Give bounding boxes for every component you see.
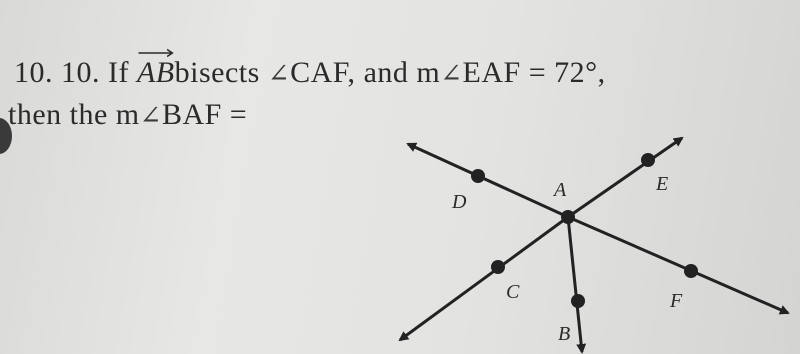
angle-diagram — [380, 130, 800, 354]
angle-icon: ∠ — [267, 59, 291, 88]
ray-arrow-icon — [137, 48, 175, 58]
and-m: and m — [363, 56, 441, 89]
point-a — [561, 210, 575, 224]
equals-sign: = — [528, 56, 547, 89]
given-value: 72°, — [554, 56, 606, 89]
question-number: 10. 10. — [14, 56, 100, 89]
label-c: C — [506, 281, 520, 303]
ray-ad-line — [408, 144, 568, 217]
point-b — [571, 294, 585, 308]
question-line-2 — [8, 98, 247, 132]
ray-ac-line — [400, 217, 568, 340]
angle-eaf: EAF — [462, 56, 521, 89]
ray-ab-text: AB — [136, 56, 175, 89]
angle-icon: ∠ — [440, 59, 463, 88]
point-f — [684, 264, 698, 278]
angle-caf: CAF, — [290, 56, 356, 89]
label-f: F — [670, 290, 683, 312]
answer-equals-sign: = — [229, 98, 248, 131]
point-e — [641, 153, 655, 167]
point-d — [471, 169, 485, 183]
if-word: If — [108, 56, 129, 89]
label-a: A — [554, 179, 567, 201]
ray-ab — [137, 56, 175, 90]
angle-baf: BAF — [161, 98, 222, 131]
then-the-m: then the m — [8, 98, 140, 131]
label-d: D — [452, 191, 467, 213]
question-line-1 — [14, 56, 606, 90]
bisects-word: bisects — [174, 56, 260, 89]
point-c — [491, 260, 505, 274]
label-b: B — [558, 323, 571, 345]
label-e: E — [656, 173, 669, 195]
angle-icon: ∠ — [139, 101, 162, 130]
